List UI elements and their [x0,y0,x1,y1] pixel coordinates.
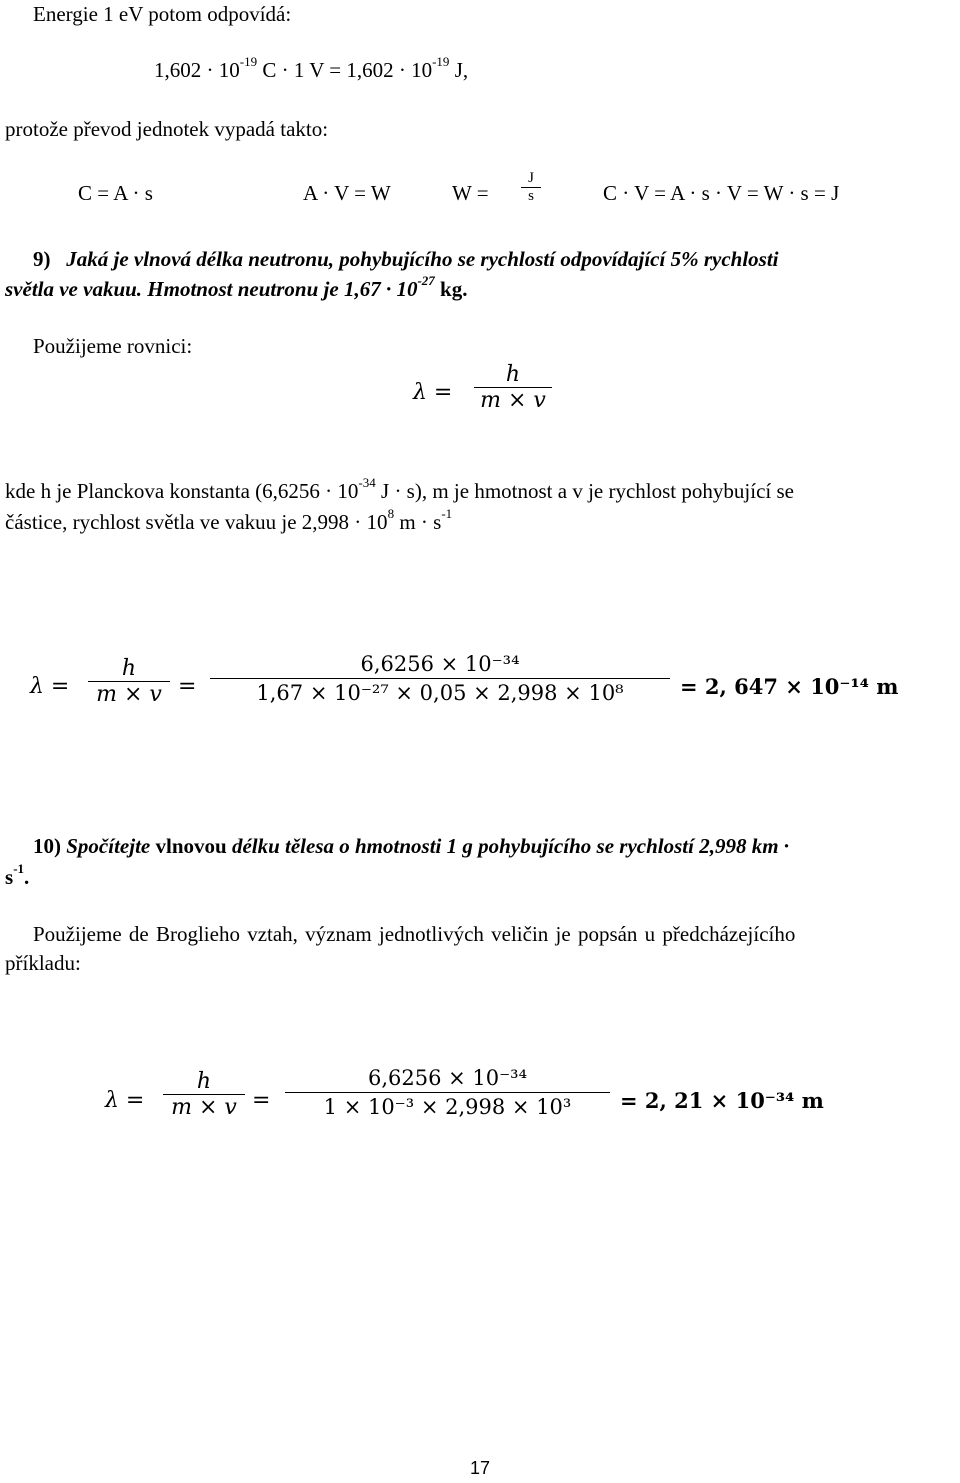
debroglie-line2: příkladu: [5,951,81,975]
description-line2: částice, rychlost světla ve vakuu je $2,998 \cdot 10^8$ $m \cdot s^{-1}$ [5,506,453,534]
units-intro: protože převod jednotek vypadá takto: [5,117,329,141]
calc9-result: = 2, 647 × 10⁻¹⁴ m [680,674,899,699]
use-equation-text: Použijeme rovnici: [33,334,193,358]
calc10-result: = 2, 21 × 10⁻³⁴ m [620,1088,824,1113]
problem-9-line2: světla ve vakuu. Hmotnost neutronu je $1,67 \cdot 10^{-27}$ kg. [5,273,468,301]
lambda-formula: h m × v [474,362,552,413]
intro-text: Energie 1 eV potom odpovídá: [33,2,292,26]
unit-c: C = A · s [78,181,153,205]
calc9-equals: = [178,674,197,699]
calc10-lhs: λ = [105,1088,145,1113]
calc10-equals: = [252,1088,271,1113]
unit-w: A · V = W [303,181,391,205]
description-line1: kde h je Planckova konstanta ($6,6256 \cdot 10^{-34}$ J · s), m je hmotnost a v je rychlost pohybující se [5,475,794,503]
unit-w-lhs: W = [452,181,489,205]
unit-cv: C · V = A · s · V = W · s = J [603,181,840,205]
calc10-fraction2: 6,6256 × 10⁻³⁴ 1 × 10⁻³ × 2,998 × 10³ [285,1066,610,1119]
page-number: 17 [470,1458,491,1478]
lambda-lhs: λ = [413,380,453,405]
calc10-fraction1: h m × v [163,1069,245,1120]
calc9-lhs: λ = [30,674,70,699]
problem-9-line1: 9) Jaká je vlnová délka neutronu, pohybujícího se rychlostí odpovídající 5% rychlosti [33,247,779,271]
ev-equation: $1,602 \cdot 10^{-19}$ C · 1 $V = 1,602 \cdot 10^{-19}$ J, [154,54,469,82]
calc9-fraction2: 6,6256 × 10⁻³⁴ 1,67 × 10⁻²⁷ × 0,05 × 2,998 × 10⁸ [210,652,670,705]
problem-10-line1: 10) Spočítejte vlnovou délku tělesa o hmotnosti 1 g pohybujícího se rychlostí 2,998 km · [33,834,790,858]
calc9-fraction1: h m × v [88,656,170,707]
unit-w-fraction: J s [521,170,541,205]
debroglie-line1: Použijeme de Broglieho vztah, význam jednotlivých veličin je popsán u předcházejícího [33,922,796,946]
problem-10-line2: $s^{-1}$. [5,861,30,889]
